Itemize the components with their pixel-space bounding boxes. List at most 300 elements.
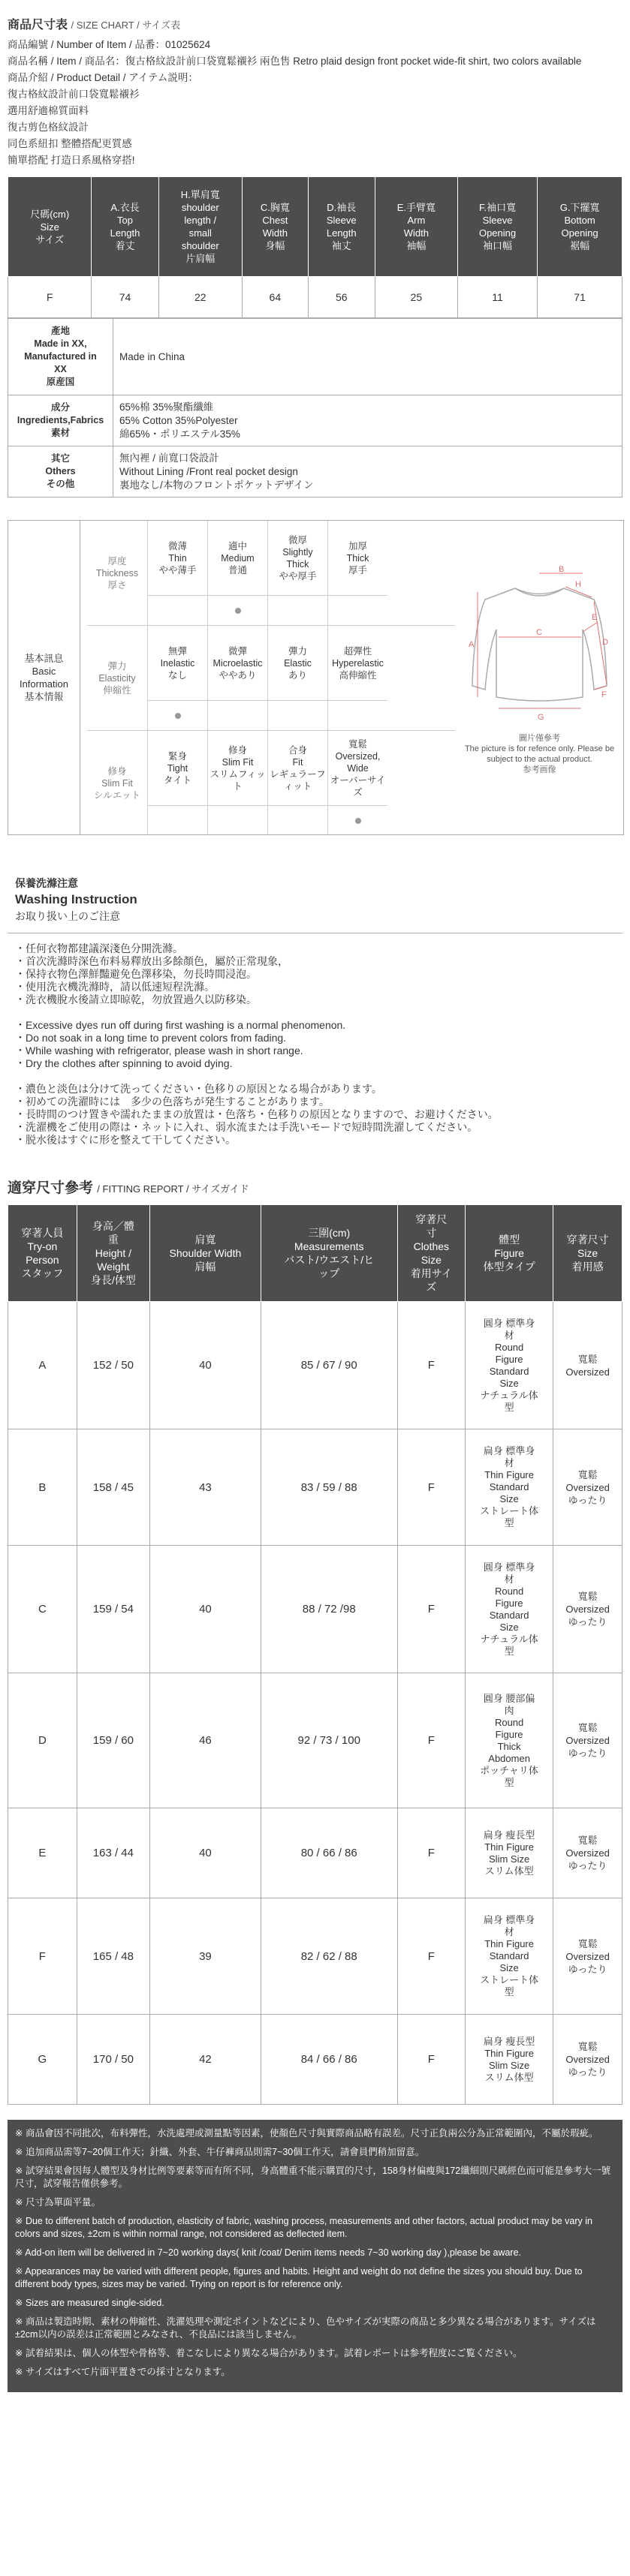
text-line: 材 [504,1457,514,1468]
diagram-letter: G [538,713,544,722]
text-line: Hyperelastic [332,657,384,669]
text-line: 合身 [288,744,307,756]
text-line: ・洗衣機脫水後請立即晾乾，勿放置過久以防移染。 [15,993,257,1005]
text-line: Size [499,1377,519,1389]
fitting-size: F [397,1546,465,1673]
fitting-fit [553,2015,622,2105]
spacer [15,1070,615,1083]
text-line: Bottom [564,215,595,226]
text-line: 型 [504,1517,514,1528]
text-line: Standard [489,1481,529,1492]
size-header-cell [8,177,92,277]
text-line: 三圍(cm) [308,1227,351,1239]
text-line: Tight [167,762,188,774]
washing-title-en: Washing Instruction [15,892,137,906]
meta-line: 復古剪色格紋設計 [8,122,89,133]
text-line: Oversized [565,1847,610,1859]
fitting-measurements: 88 / 72 /98 [261,1546,397,1673]
diagram-letter: D [602,638,608,647]
fitting-fit [553,1898,622,2015]
fitting-figure [466,1898,553,2015]
text-line: Figure [495,1597,523,1609]
attribute-option-text [279,534,316,582]
text-line: 微彈 [228,645,247,657]
text-line: サイズ [35,233,65,245]
attribute-cells [147,521,387,625]
text-line: 無彈 [167,645,187,657]
attribute-option [147,626,207,700]
info-row [8,319,622,395]
fitting-figure [466,1673,553,1808]
text-line: 微薄 [167,540,187,552]
fitting-size: F [397,1673,465,1808]
text-line: E.手臂寬 [396,202,436,213]
text-line: Size [499,1493,519,1504]
text-line: Oversized, [335,750,381,762]
basic-info-heading [8,521,80,834]
text-line: 片肩幅 [185,253,216,264]
attribute-option [207,521,267,595]
text-line: 厚手 [348,564,367,576]
text-line: 素材 [50,428,70,438]
text-line: 尺碼(cm) [30,208,70,220]
fitting-header-cell [261,1205,397,1302]
fitting-shoulder: 39 [150,1898,261,2015]
text-line: shoulder [181,240,219,251]
text-line: 圖片僅參考 [519,734,560,743]
text-line: Width [403,227,429,239]
text-line: Microelastic [213,657,263,669]
size-header-cell [158,177,242,277]
text-line: Weight [97,1261,130,1273]
shirt-sketch-icon [463,566,616,731]
text-line: Standard [489,1365,529,1377]
spacer [15,1006,615,1019]
fitting-header-cell [397,1205,465,1302]
shirt-diagram [463,566,616,791]
attribute-option-text [164,750,191,786]
info-row [8,395,622,446]
text-line: 產地 [50,326,70,336]
washing-list [8,933,622,1156]
text-line: ・Do not soak in a long time to prevent colors from fading. [15,1032,287,1044]
text-line: 扁身 瘦長型 [483,2035,535,2047]
text-line: Size [499,1621,519,1633]
text-line: Information [19,678,69,690]
basic-info-text [20,652,68,703]
text-line: 型 [504,1401,514,1413]
fitting-person: A [8,1302,77,1429]
fitting-height-weight: 159 / 60 [77,1673,149,1808]
size-row [8,277,622,318]
diagram-letter: C [536,628,542,637]
text-line: 寬鬆 [577,1937,598,1949]
text-line: その他 [46,479,75,489]
text-line: 厚度 [107,555,127,567]
selected-dot [175,713,181,719]
text-line: ・長時間のつけ置きや濡れたままの放置は・色落ち・色移りの原因となりますので、お避けください。 [15,1108,499,1120]
fitting-height-weight: 158 / 45 [77,1429,149,1546]
note-line: ※ Due to different batch of production, elasticity of fabric, washing process, measurements and other factors, actual product may be vary in colors and sizes, ±2cm is within normal range, not considered as deflected item. [15,2216,592,2239]
attribute-grid [87,521,455,835]
text-line: Width [262,227,288,239]
text-line: 型 [504,1986,514,1997]
text-line: ゆったり [568,1963,607,1975]
text-line: 着丈 [115,240,135,251]
diagram-letter: F [601,690,607,699]
text-line: Inelastic [160,657,195,669]
text-line: Chest [262,215,288,226]
note-line: ※ Appearances may be varied with different people, figures and habits. Height and weight do not define the sizes you should buy. Due to different body types, sizes may be varied. Trying on report is for reference only. [15,2266,583,2289]
text-line: Basic [32,666,56,677]
text-line: Slim Size [489,2059,530,2071]
text-line: shoulder [181,202,219,213]
text-line: Slim Size [489,1853,530,1865]
text-line: ナチュラル体 [480,1389,538,1401]
meta-line: 同色系紐扣 整體搭配更質感 [8,138,132,149]
text-line: Standard [489,1609,529,1621]
fitting-shoulder: 46 [150,1673,261,1808]
note-line: ※ Add-on item will be delivered in 7~20 working days( knit /coat/ Denim items needs 7~30 working day ),please be aware. [15,2247,522,2258]
text-line: 肩寬 [194,1234,216,1246]
text-line: 基本情報 [24,691,64,702]
text-line: 扁身 標準身 [483,1445,535,1456]
text-line: 寬鬆 [577,1835,598,1846]
attribute-dots [147,805,387,835]
attribute-dot-cell [267,700,327,730]
info-value [113,446,622,497]
text-line: Others [45,466,76,476]
text-line: 修身 [107,765,127,777]
text-line: 彈力 [107,660,127,672]
text-line: なし [167,669,187,681]
text-line: 穿著尺寸 [566,1234,609,1246]
text-line: H.單肩寬 [180,189,220,200]
size-cell: 22 [158,277,242,318]
text-line: 着用感 [571,1261,604,1273]
text-line: 寬鬆 [577,1722,598,1733]
fitting-shoulder: 42 [150,2015,261,2105]
diagram-letter: H [575,580,581,589]
attribute-row [87,521,455,626]
size-cell: 25 [375,277,457,318]
text-line: ゆったり [568,1494,607,1506]
attribute-option-text [158,540,196,576]
text-line: 伸縮性 [103,684,131,696]
text-line: スリム体型 [484,2071,534,2083]
fitting-size: F [397,1808,465,1898]
note-line: ※ 追加商品需等7~20個工作天；針織、外套、牛仔褲商品則需7~30個工作天，請會員們稍加留意。 [15,2147,425,2157]
text-line: Thick [497,1740,521,1752]
attribute-dot-cell [207,700,267,730]
attribute-name-text [96,555,138,591]
text-line: Try-on [27,1240,58,1252]
fitting-figure [466,1429,553,1546]
text-line: やや薄手 [158,564,197,576]
text-line: Slim Fit [222,756,254,768]
text-line: 體型 [499,1234,520,1246]
text-line: 基本訊息 [24,653,64,664]
fitting-fit [553,1808,622,1898]
text-line: やや厚手 [279,570,317,582]
attribute-option-text [161,645,195,681]
note-line: ※ Sizes are measured single-sided. [15,2298,164,2308]
attribute-option [207,731,267,805]
text-line: 原産国 [46,377,75,387]
attribute-name [87,626,147,730]
text-line: Opening [561,227,598,239]
text-line: Thin Figure [484,2047,534,2059]
fitting-shoulder: 40 [150,1546,261,1673]
text-line: Elasticity [98,672,136,684]
washing-title-ja: お取り扱い上のご注意 [15,910,120,922]
text-line: 65% Cotton 35%Polyester [119,414,238,426]
fitting-measurements: 83 / 59 / 88 [261,1429,397,1546]
attribute-option [267,731,327,805]
text-line: ナチュラル体 [480,1633,538,1645]
attribute-option [327,731,387,805]
attribute-name [87,731,147,835]
fitting-measurements: 84 / 66 / 86 [261,2015,397,2105]
attribute-option-text [209,744,266,792]
text-line: 肩幅 [194,1261,216,1273]
text-line: Size [499,1962,519,1973]
text-line: ・使用洗衣機洗滌時，請以低速短程洗滌。 [15,981,215,993]
text-line: 袖幅 [406,240,427,251]
text-line: 適中 [228,540,247,552]
attribute-option [327,626,387,700]
fitting-row [8,1429,622,1546]
text-line: small [188,227,212,239]
fitting-person: F [8,1898,77,2015]
text-line: 型 [504,1776,514,1788]
meta-line: 復古格紋設計前口袋寬鬆襯衫 [8,89,140,100]
attribute-labels [147,626,387,700]
text-line: スリム体型 [484,1865,534,1877]
text-line: Thin Figure [484,1938,534,1949]
text-line: ゆったり [568,1616,607,1628]
text-line: 寸 [426,1227,437,1239]
text-line: Thick [286,558,309,570]
text-line: 材 [504,1573,514,1585]
text-line: 袖口幅 [483,240,513,251]
fitting-measurements: 80 / 66 / 86 [261,1808,397,1898]
size-cell: 11 [457,277,537,318]
meta-line: 簡單搭配 打造日系風格穿搭! [8,155,135,166]
text-line: ズ [426,1281,437,1293]
note-line: ※ 試着結果は、個人の体型や骨格等、着こなしにより異なる場合があります。試着レポートは参考程度にご覧ください。 [15,2348,523,2358]
fitting-size: F [397,2015,465,2105]
text-line: Manufactured in [24,351,97,362]
text-line: Shoulder Width [169,1247,242,1259]
fitting-fit [553,1429,622,1546]
fitting-row [8,1546,622,1673]
size-cell: 56 [308,277,375,318]
text-line: Length [326,227,357,239]
attribute-option [207,626,267,700]
attribute-dot-cell [207,595,267,625]
attribute-dots [147,595,387,625]
text-line: 寬鬆 [577,1468,598,1480]
text-line: 袖丈 [331,240,351,251]
text-line: Opening [478,227,517,239]
attribute-cells [147,731,387,835]
text-line: 其它 [50,453,70,464]
text-line: ・首次洗滌時深色布料易釋放出多餘顏色，屬於正常現象， [15,955,288,967]
text-line: Oversized [565,1366,610,1378]
text-line: Medium [221,552,255,564]
fitting-shoulder: 40 [150,1302,261,1429]
text-line: 寬鬆 [348,738,367,750]
fitting-person: D [8,1673,77,1808]
text-line: 裾幅 [570,240,590,251]
fitting-person: E [8,1808,77,1898]
attribute-name-text [98,660,135,696]
text-line: Sleeve [482,215,513,226]
fitting-measurements: 85 / 67 / 90 [261,1302,397,1429]
text-line: Thickness [95,567,139,579]
text-line: Size [40,221,59,233]
attribute-dot-cell [147,805,207,835]
diagram-letter: A [469,640,475,649]
attribute-dots [147,700,387,730]
fitting-figure [466,2015,553,2105]
text-line: スタッフ [21,1267,64,1279]
text-line: Slightly [282,546,313,558]
text-line: 着用サイ [410,1267,452,1279]
attribute-labels [147,521,387,595]
text-line: D.袖長 [327,202,357,213]
text-line: G.下擺寬 [559,202,600,213]
size-cell: F [8,277,92,318]
washing-title-zh: 保養洗滌注意 [15,877,78,889]
text-line: 穿著人員 [21,1227,64,1239]
text-line: Thick [346,552,369,564]
text-line: バスト/ウエスト/ヒ [284,1254,375,1266]
text-line: 無內裡 / 前寬口袋設計 [119,452,219,464]
fitting-measurements: 82 / 62 / 88 [261,1898,397,2015]
text-line: ゆったり [568,1748,607,1759]
text-line: 身長/体型 [90,1274,136,1286]
text-line: 成分 [50,402,70,413]
note-line: ※ 試穿結果會因每人體型及身材比例等要素等而有所不同，身高體重不能示購買的尺寸，158身材偏瘦與172纖細則尺碼經色而可能是參考大一號尺寸，試穿報告僅供參考。 [15,2166,611,2189]
text-line: length / [184,215,217,226]
text-line: ・Dry the clothes after spinning to avoid dying. [15,1057,233,1069]
text-line: オーバーサイズ [330,774,386,798]
attribute-option-text [284,645,312,681]
fitting-header-cell [77,1205,149,1302]
fitting-header-cell [8,1205,77,1302]
text-line: 超彈性 [343,645,372,657]
size-header-cell [308,177,375,277]
info-label [8,395,113,446]
text-line: Sleeve [326,215,357,226]
text-line: 身幅 [265,240,285,251]
text-line: Size [421,1254,442,1266]
text-line: Thin Figure [484,1841,534,1853]
text-line: 加厚 [348,540,367,552]
size-cell: 64 [242,277,308,318]
attribute-row [87,731,455,835]
fitting-height-weight: 165 / 48 [77,1898,149,2015]
text-line: ゆったり [568,2067,607,2078]
attribute-cells [147,626,387,730]
meta-line: 商品名稱 / Item / 商品名：復古格紋設計前口袋寬鬆襯衫 兩色售 Retro plaid design front pocket wide-fit shirt, two colors available [8,56,582,67]
info-row [8,446,622,497]
attribute-option-text [347,540,369,576]
size-cell: 74 [92,277,158,318]
text-line: F.袖口寬 [478,202,517,213]
fitting-measurements: 92 / 73 / 100 [261,1673,397,1808]
attribute-labels [147,731,387,805]
attribute-dot-cell [327,595,387,625]
text-line: 体型タイプ [483,1261,535,1273]
text-line: 身高／體 [92,1220,134,1232]
fitting-fit [553,1673,622,1808]
text-line: 型 [504,1645,514,1657]
text-line: 圓身 腰部偏 [483,1692,535,1704]
text-line: ・保持衣物色澤鮮豔避免色澤移染，勿長時間浸泡。 [15,968,257,980]
text-line: Clothes [413,1240,450,1252]
attribute-option-text [221,540,254,576]
fitting-header-cell [553,1205,622,1302]
info-value [113,395,622,446]
fitting-figure [466,1808,553,1898]
attribute-option [147,521,207,595]
fitting-row [8,1302,622,1429]
text-line: 寬鬆 [577,1591,598,1602]
text-line: subject to the actual product. [487,755,592,764]
fitting-row [8,1808,622,1898]
text-line: 重 [107,1234,119,1246]
text-line: Without Lining /Front real pocket design [119,465,298,477]
text-line: Oversized [565,1950,610,1962]
text-line: XX [54,364,67,374]
attribute-option [327,521,387,595]
attribute-option-text [332,645,384,681]
fitting-shoulder: 43 [150,1429,261,1546]
fitting-title: 適穿尺寸參考 / FITTING REPORT / サイズガイド [8,1180,249,1196]
text-line: 圓身 標準身 [483,1561,535,1573]
fitting-header-cell [150,1205,261,1302]
text-line: 65%棉 35%聚酯纖維 [119,401,214,413]
size-header-cell [242,177,308,277]
size-header-cell [92,177,158,277]
fitting-figure [466,1302,553,1429]
size-table [8,176,622,318]
attribute-option [267,626,327,700]
selected-dot [355,818,361,824]
text-line: Elastic [284,657,312,669]
attribute-dot-cell [267,595,327,625]
text-line: Figure [495,1353,523,1365]
text-line: Thin [168,552,187,564]
meta-line: 商品編號 / Number of Item / 品番：01025624 [8,39,211,50]
text-line: Ingredients,Fabrics [17,415,104,425]
text-line: Made in XX, [34,338,87,349]
attribute-option-text [270,744,326,792]
text-line: C.胸寬 [260,202,290,213]
diagram-letter: E [592,613,598,622]
fitting-size: F [397,1302,465,1429]
fitting-row [8,1673,622,1808]
text-line: ・While washing with refrigerator, please wash in short range. [15,1045,303,1057]
fitting-height-weight: 159 / 54 [77,1546,149,1673]
note-line: ※ 尺寸為單面平量。 [15,2197,101,2208]
fitting-figure [466,1546,553,1673]
text-line: 材 [504,1329,514,1341]
info-label [8,319,113,395]
